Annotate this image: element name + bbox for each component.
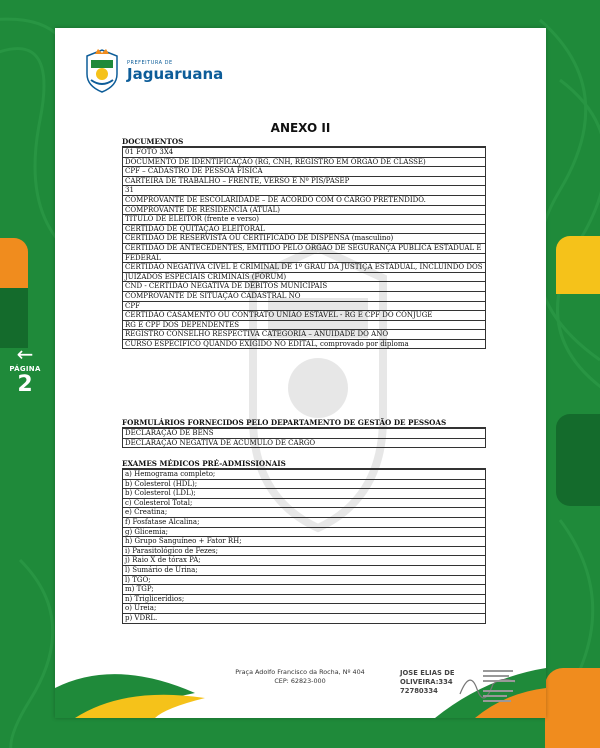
table-cell: COMPROVANTE DE RESIDÊNCIA (ATUAL) [123,205,486,215]
logo-title: Jaguaruana [127,64,224,83]
table-cell: CND - CERTIDÃO NEGATIVA DE DÉBITOS MUNICIPAIS [123,282,486,292]
address-line: Praça Adolfo Francisco da Rocha, Nº 404 [235,668,365,676]
table-cell: b) Colesterol (LDL); [123,489,486,499]
table-cell: CPF – CADASTRO DE PESSOA FÍSICA [123,167,486,177]
page-number: 2 [17,372,33,397]
table-cell: TÍTULO DE ELEITOR (frente e verso) [123,215,486,225]
postal-code: CEP: 62823-000 [274,677,326,685]
documents-table [122,147,486,349]
table-row [123,604,486,614]
table-row [123,311,486,321]
table-row [123,585,486,595]
table-row [123,479,486,489]
table-row [123,565,486,575]
table-row [123,157,486,167]
table-row [123,429,486,439]
page-label: PÁGINA [9,365,41,373]
left-orange-block [0,238,28,290]
table-cell: 01 FOTO 3X4 [123,148,486,158]
table-cell: c) Colesterol Total; [123,498,486,508]
table-row [123,282,486,292]
table-cell: o) Ureia; [123,604,486,614]
table-cell: CERTIDÃO DE ANTECEDENTES, EMITIDO PELO ÓRGÃO DE SEGURANÇA PÚBLICA ESTADUAL E [123,243,486,253]
table-cell: CURSO ESPECÍFICO QUANDO EXIGIDO NO EDITAL, comprovado por diploma [123,339,486,349]
section-documents [122,138,486,349]
table-row [123,489,486,499]
signature-line-2: OLIVEIRA:334 [400,678,453,686]
document-page [55,28,546,718]
table-cell: h) Grupo Sanguíneo + Fator RH; [123,537,486,547]
table-row [123,301,486,311]
table-row [123,438,486,448]
table-cell: e) Creatina; [123,508,486,518]
forms-table [122,428,486,448]
table-row [123,253,486,263]
table-row [123,498,486,508]
header-logo [83,48,223,94]
table-cell: a) Hemograma completo; [123,470,486,480]
table-row [123,527,486,537]
table-row [123,186,486,196]
table-row [123,613,486,623]
table-row [123,243,486,253]
footer-address [205,668,395,686]
table-row [123,148,486,158]
table-row [123,234,486,244]
table-cell: i) Parasitológico de Fezes; [123,546,486,556]
arrow-left-icon[interactable]: ← [16,342,34,366]
table-cell: j) Raio X de tórax PA; [123,556,486,566]
section-forms [122,419,486,448]
table-cell: DECLARAÇÃO NEGATIVA DE ACÚMULO DE CARGO [123,438,486,448]
table-row [123,215,486,225]
signature-line-1: JOSE ELIAS DE [400,669,455,677]
digital-signature-stamp [455,664,520,710]
table-cell: CERTIDÃO CASAMENTO OU CONTRATO UNIÃO ESTÁVEL - RG E CPF DO CÔNJUGE [123,311,486,321]
table-cell: n) Triglicerídios; [123,594,486,604]
table-cell: FEDERAL [123,253,486,263]
document-title: ANEXO II [270,121,331,135]
table-row [123,330,486,340]
table-row [123,546,486,556]
table-row [123,508,486,518]
table-cell: REGISTRO CONSELHO RESPECTIVA CATEGORIA – ANUIDADE DO ANO [123,330,486,340]
table-cell: b) Colesterol (HDL); [123,479,486,489]
table-row [123,176,486,186]
table-row [123,167,486,177]
table-cell: COMPROVANTE DE SITUAÇÃO CADASTRAL NO [123,291,486,301]
table-row [123,594,486,604]
table-cell: CERTIDÃO NEGATIVA CÍVEL E CRIMINAL DE 1º GRAU DA JUSTIÇA ESTADUAL, INCLUINDO DOS [123,263,486,273]
table-cell: CARTEIRA DE TRABALHO – FRENTE, VERSO E Nº PIS/PASEP [123,176,486,186]
table-cell: l) Sumário de Urina; [123,565,486,575]
section-exams [122,460,486,624]
right-dark-block [556,414,600,506]
exams-table [122,469,486,624]
table-cell: CPF [123,301,486,311]
table-row [123,320,486,330]
table-cell: DECLARAÇÃO DE BENS [123,429,486,439]
table-row [123,195,486,205]
section-title: EXAMES MÉDICOS PRÉ-ADMISSIONAIS [122,460,486,469]
table-cell: m) TGP; [123,585,486,595]
table-row [123,575,486,585]
table-row [123,291,486,301]
right-orange-block [556,236,600,294]
table-row [123,272,486,282]
table-row [123,224,486,234]
table-cell: CERTIDÃO DE RESERVISTA OU CERTIFICADO DE DISPENSA (masculino) [123,234,486,244]
table-cell: DOCUMENTO DE IDENTIFICAÇÃO (RG, CNH, REGISTRO EM ÓRGÃO DE CLASSE) [123,157,486,167]
table-cell: l) TGO; [123,575,486,585]
table-row [123,517,486,527]
table-row [123,263,486,273]
table-cell: p) VDRL. [123,613,486,623]
table-cell: COMPROVANTE DE ESCOLARIDADE – DE ACORDO COM O CARGO PRETENDIDO. [123,195,486,205]
table-cell: CERTIDÃO DE QUITAÇÃO ELEITORAL [123,224,486,234]
section-title: FORMULÁRIOS FORNECIDOS PELO DEPARTAMENTO DE GESTÃO DE PESSOAS [122,419,486,428]
table-row [123,339,486,349]
table-row [123,556,486,566]
left-dark-block [0,288,28,348]
table-row [123,537,486,547]
table-cell: JUIZADOS ESPECIAIS CRIMINAIS (FÓRUM) [123,272,486,282]
table-cell: RG E CPF DOS DEPENDENTES [123,320,486,330]
table-row [123,470,486,480]
table-row [123,205,486,215]
page-nav[interactable] [6,342,44,397]
signature-line-3: 72780334 [400,687,438,695]
crest-icon [83,48,121,94]
table-cell: g) Glicemia; [123,527,486,537]
table-cell: f) Fosfatase Alcalina; [123,517,486,527]
table-cell: 31 [123,186,486,196]
section-title: DOCUMENTOS [122,138,486,147]
signature-name [400,669,455,696]
logo-caption: PREFEITURA DE [127,59,173,66]
bottom-right-orange-block [545,668,600,748]
